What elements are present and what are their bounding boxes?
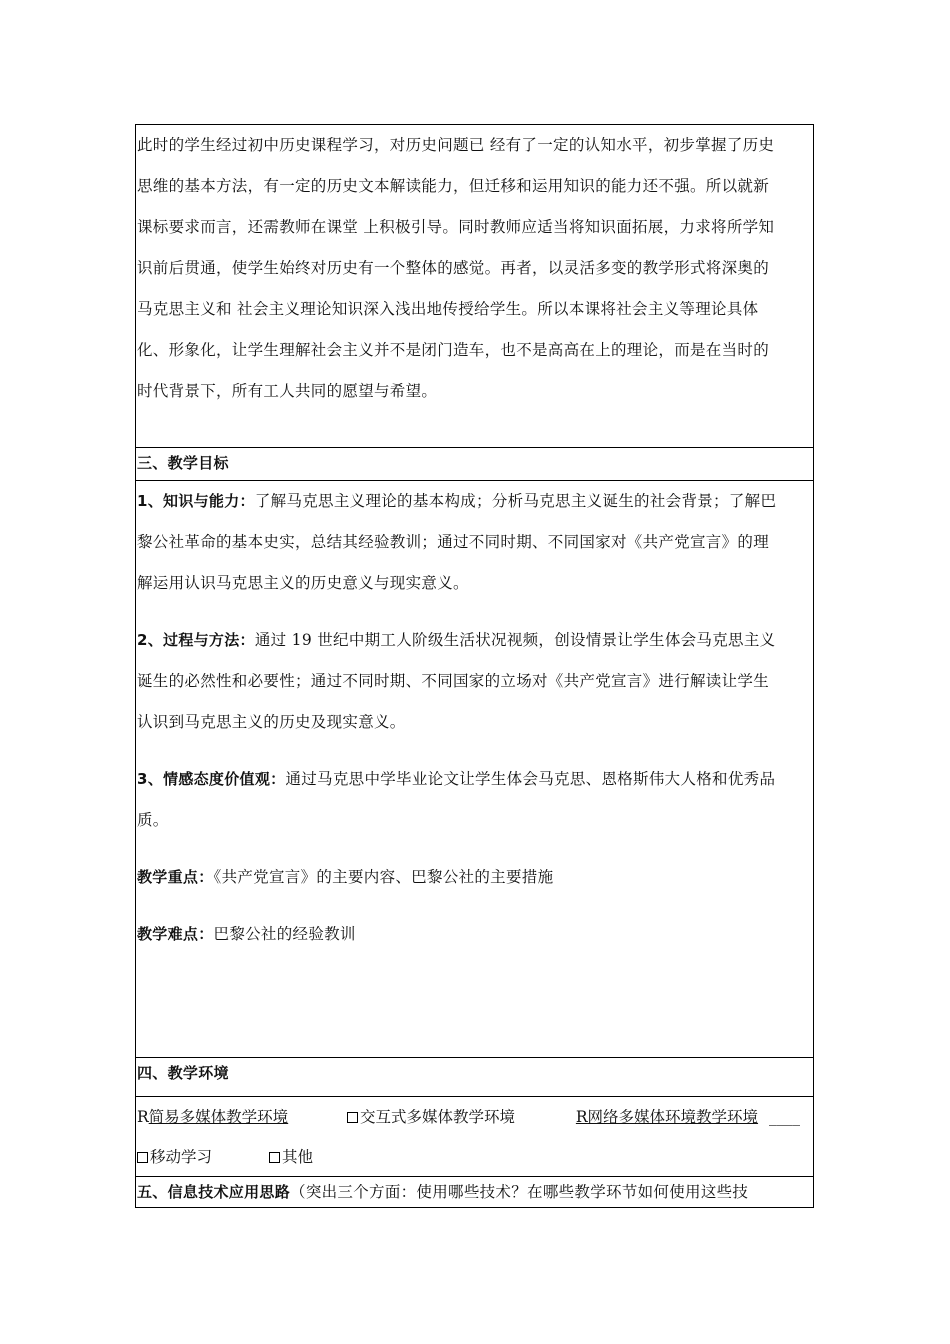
knowledge-goal-text: 了解马克思主义理论的基本构成；分析马克思主义诞生的社会背景；了解巴 bbox=[254, 492, 777, 510]
process-goal-line bbox=[136, 620, 813, 661]
checkbox-icon bbox=[347, 1112, 358, 1123]
key-point-line bbox=[136, 857, 813, 898]
tech-heading-cell bbox=[136, 1177, 813, 1207]
emotion-goal-line bbox=[136, 759, 813, 800]
key-point-label: 教学重点： bbox=[137, 868, 214, 886]
emotion-goal-line: 质。 bbox=[137, 811, 169, 829]
process-goal-line: 诞生的必然性和必要性；通过不同时期、不同国家的立场对《共产党宣言》进行解读让学生 bbox=[137, 672, 770, 690]
option-label: 简易多媒体教学环境 bbox=[148, 1108, 289, 1126]
student-analysis-cell bbox=[136, 125, 813, 448]
checkbox-icon bbox=[137, 1152, 148, 1163]
checked-mark: R bbox=[575, 1108, 588, 1126]
key-point-text: 《共产党宣言》的主要内容、巴黎公社的主要措施 bbox=[213, 868, 554, 886]
process-goal-label: 2、过程与方法： bbox=[137, 631, 255, 649]
goals-content-cell bbox=[136, 481, 813, 1058]
environment-heading-cell bbox=[136, 1058, 813, 1097]
environment-options-row-1 bbox=[136, 1097, 813, 1137]
blank-line: ____ bbox=[769, 1108, 800, 1126]
emotion-goal-label: 3、情感态度价值观： bbox=[137, 770, 286, 788]
process-goal-line: 认识到马克思主义的历史及现实意义。 bbox=[137, 713, 406, 731]
analysis-line: 化、形象化，让学生理解社会主义并不是闭门造车，也不是高高在上的理论，而是在当时的 bbox=[137, 341, 770, 359]
difficulty-line bbox=[136, 914, 813, 955]
process-goal-text: 通过 19 世纪中期工人阶级生活状况视频，创设情景让学生体会马克思主义 bbox=[254, 631, 776, 649]
option-network-multimedia[interactable] bbox=[576, 1097, 800, 1137]
checked-mark: R bbox=[137, 1108, 149, 1126]
tech-heading-line bbox=[136, 1177, 813, 1207]
analysis-line: 时代背景下，所有工人共同的愿望与希望。 bbox=[137, 382, 438, 400]
section-heading: 三、教学目标 bbox=[137, 454, 229, 472]
option-label: 网络多媒体环境教学环境 bbox=[587, 1108, 759, 1126]
option-other[interactable] bbox=[269, 1137, 313, 1177]
option-interactive-multimedia[interactable] bbox=[347, 1097, 571, 1137]
knowledge-goal-line: 黎公社革命的基本史实，总结其经验教训；通过不同时期、不同国家对《共产党宣言》的理 bbox=[137, 533, 770, 551]
environment-options-cell bbox=[136, 1097, 813, 1177]
checkbox-icon bbox=[269, 1152, 280, 1163]
knowledge-goal-label: 1、知识与能力： bbox=[137, 492, 255, 510]
goals-heading-cell bbox=[136, 448, 813, 481]
analysis-line: 识前后贯通，使学生始终对历史有一个整体的感觉。再者，以灵活多变的教学形式将深奥的 bbox=[137, 259, 770, 277]
emotion-goal-text: 通过马克思中学毕业论文让学生体会马克思、恩格斯伟大人格和优秀品 bbox=[285, 770, 776, 788]
difficulty-label: 教学难点： bbox=[137, 925, 214, 943]
section-heading: 四、教学环境 bbox=[137, 1064, 229, 1082]
analysis-line: 思维的基本方法，有一定的历史文本解读能力，但迁移和运用知识的能力还不强。所以就新 bbox=[137, 177, 770, 195]
analysis-line: 马克思主义和 社会主义理论知识深入浅出地传授给学生。所以本课将社会主义等理论具体 bbox=[137, 300, 759, 318]
difficulty-text: 巴黎公社的经验教训 bbox=[213, 925, 356, 943]
option-mobile-learning[interactable] bbox=[137, 1137, 264, 1177]
option-simple-multimedia[interactable] bbox=[137, 1097, 342, 1137]
knowledge-goal-line: 解运用认识马克思主义的历史意义与现实意义。 bbox=[137, 574, 469, 592]
analysis-line: 课标要求而言，还需教师在课堂 上积极引导。同时教师应适当将知识面拓展，力求将所学知 bbox=[137, 218, 775, 236]
lesson-plan-table bbox=[135, 124, 814, 1208]
section-heading: 五、信息技术应用思路 bbox=[137, 1183, 291, 1201]
option-label: 移动学习 bbox=[150, 1148, 213, 1166]
environment-options-row-2 bbox=[136, 1137, 813, 1177]
option-label: 其他 bbox=[281, 1148, 313, 1166]
option-label: 交互式多媒体教学环境 bbox=[359, 1108, 515, 1126]
tech-heading-note: （突出三个方面：使用哪些技术？在哪些教学环节如何使用这些技 bbox=[290, 1183, 749, 1201]
knowledge-goal-line bbox=[136, 481, 813, 522]
analysis-line: 此时的学生经过初中历史课程学习，对历史问题已 经有了一定的认知水平，初步掌握了历史 bbox=[137, 136, 775, 154]
